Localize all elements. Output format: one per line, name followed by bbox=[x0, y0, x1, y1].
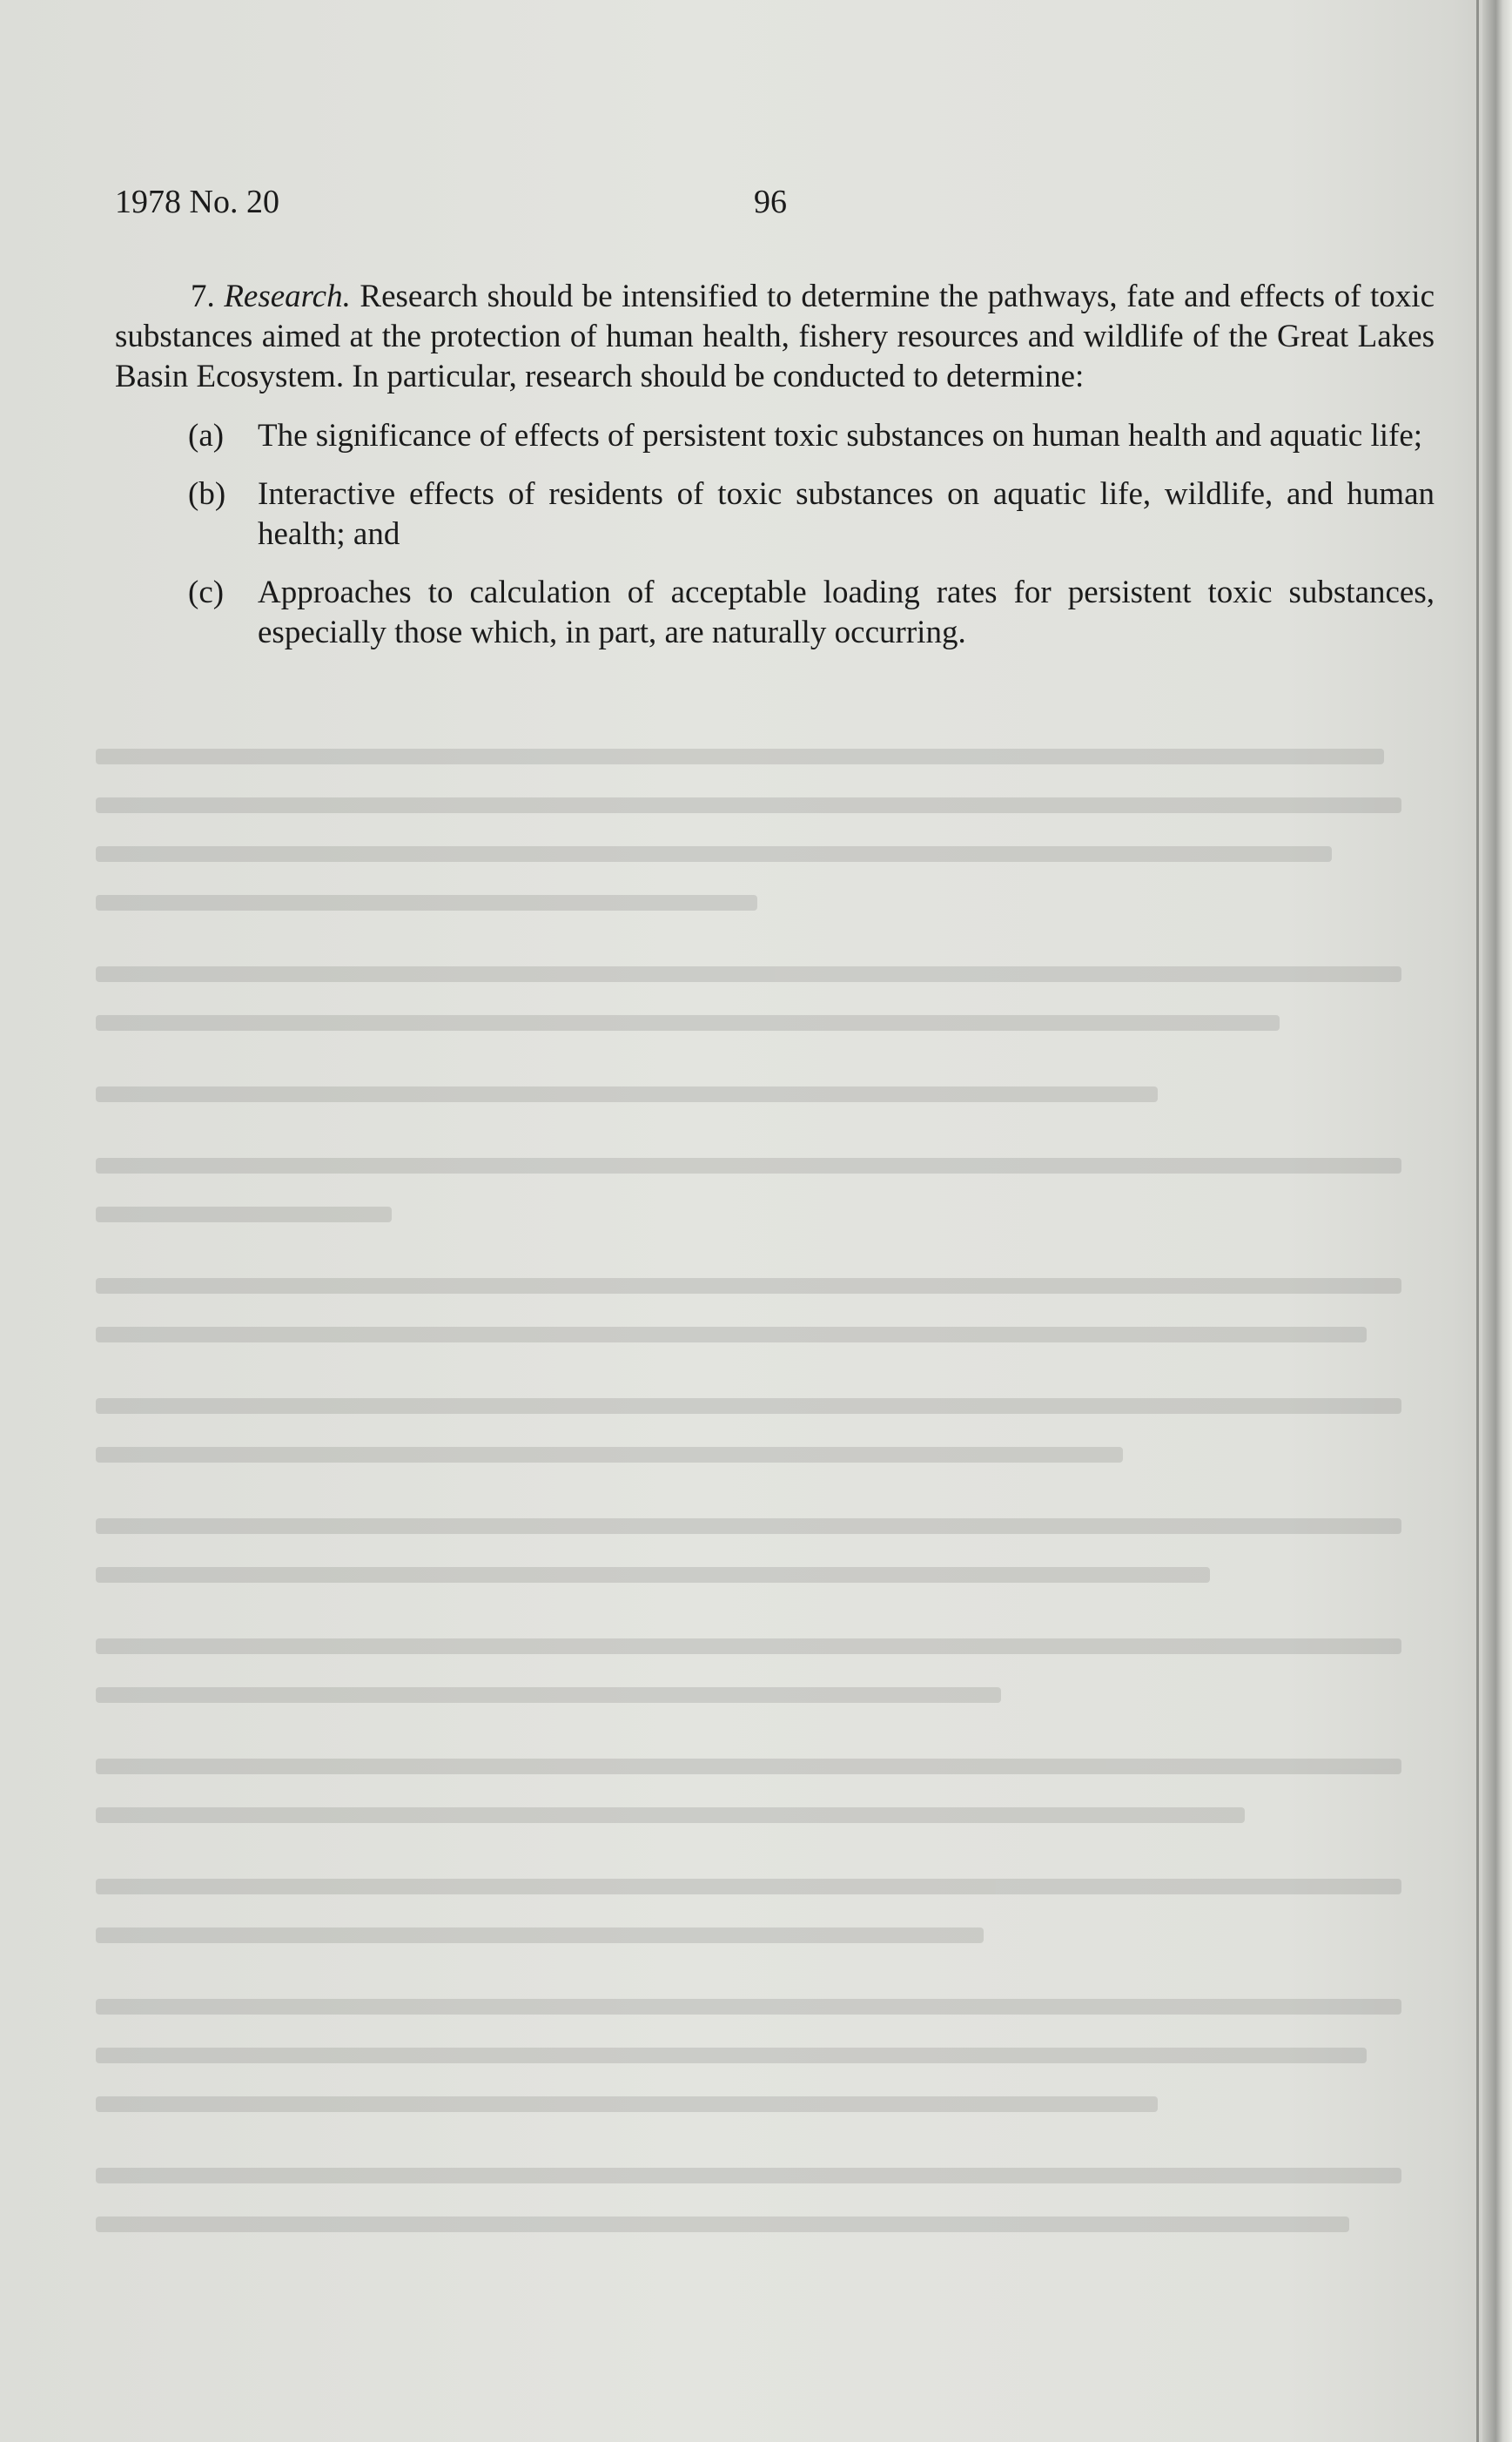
section-paragraph bbox=[115, 277, 1435, 397]
list-item bbox=[188, 474, 1435, 555]
list-item-marker: (b) bbox=[188, 476, 226, 512]
section-research bbox=[115, 277, 1435, 671]
research-topic-list bbox=[115, 416, 1435, 653]
list-item-text: Interactive effects of residents of toxic substances on aquatic life, wildlife, and human health; and bbox=[258, 476, 1435, 552]
section-number: 7. bbox=[191, 279, 215, 314]
section-heading: Research. bbox=[224, 279, 351, 314]
list-item-text: Approaches to calculation of acceptable loading rates for persistent toxic substances, especially those which, in part, are naturally occurring. bbox=[258, 575, 1435, 650]
bleed-through-text bbox=[96, 749, 1471, 2281]
list-item-text: The significance of effects of persistent toxic substances on human health and aquatic life; bbox=[258, 418, 1423, 454]
section-body: Research should be intensified to determine the pathways, fate and effects of toxic substances aimed at the protection of human health, fishery resources and wildlife of the Great Lakes Basin Ecosystem. In particular, research should be conducted to determine: bbox=[115, 279, 1435, 394]
page-header bbox=[115, 183, 1438, 226]
document-reference: 1978 No. 20 bbox=[115, 184, 279, 220]
page-edge-shadow bbox=[1476, 0, 1479, 2442]
list-item-marker: (c) bbox=[188, 575, 225, 610]
list-item-marker: (a) bbox=[188, 418, 225, 454]
page-edge bbox=[1482, 0, 1512, 2442]
list-item bbox=[188, 416, 1435, 456]
page-number: 96 bbox=[754, 184, 787, 220]
list-item bbox=[188, 573, 1435, 653]
